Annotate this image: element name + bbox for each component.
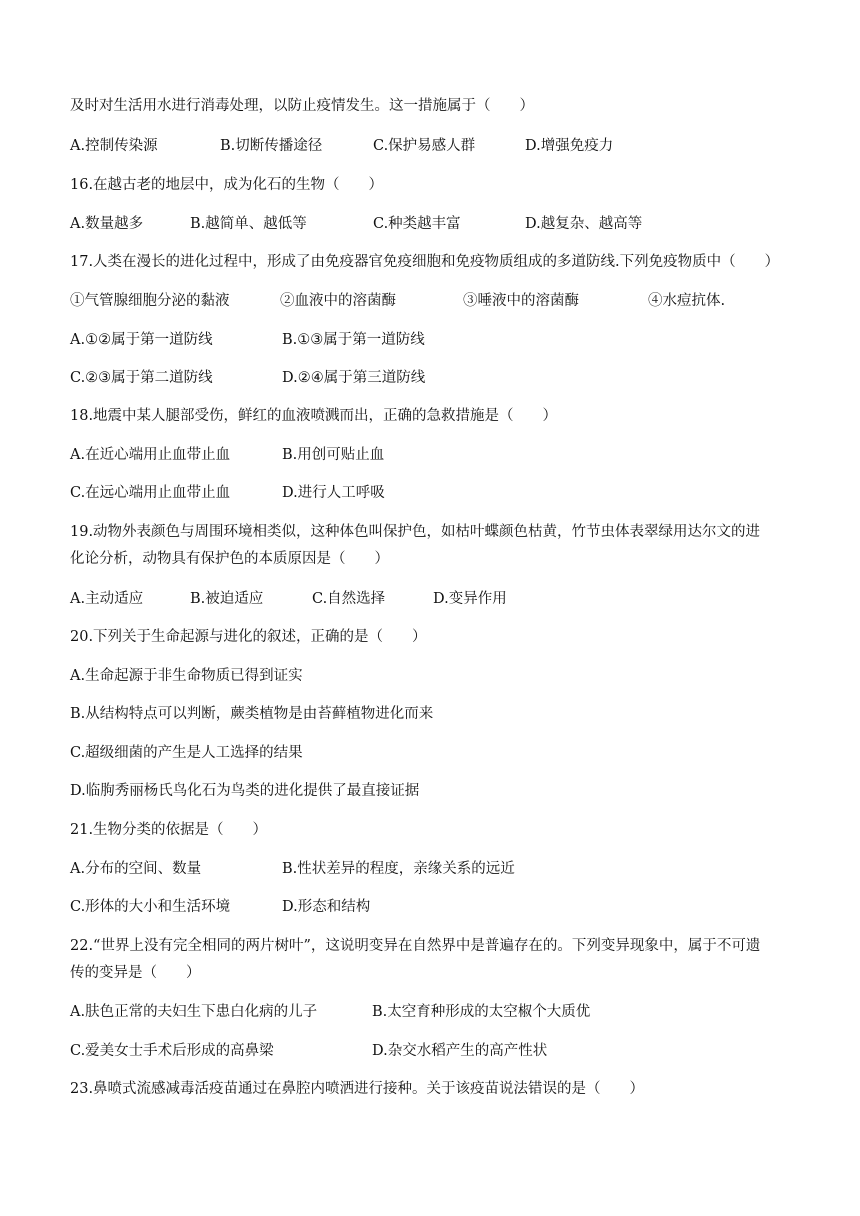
option-d: D.形态和结构 — [282, 899, 371, 915]
option-c: C.②③属于第二道防线 — [70, 370, 213, 386]
option-d: D.变异作用 — [433, 591, 507, 607]
question-15-options — [70, 136, 810, 156]
question-23-stem: 23.鼻喷式流感减毒活疫苗通过在鼻腔内喷洒进行接种。关于该疫苗说法错误的是（ ） — [70, 1081, 645, 1097]
option-b: B.切断传播途径 — [220, 138, 323, 154]
question-15-stem: 及时对生活用水进行消毒处理，以防止疫情发生。这一措施属于（ ） — [70, 98, 534, 114]
question-19-options — [70, 589, 810, 609]
question-16-options — [70, 214, 810, 234]
item-1: ①气管腺细胞分泌的黏液 — [70, 293, 230, 309]
option-d: D.增强免疫力 — [525, 138, 614, 154]
question-17-stem: 17.人类在漫长的进化过程中，形成了由免疫器官免疫细胞和免疫物质组成的多道防线.下列免疫物质中（ ） — [70, 254, 780, 270]
option-b: B.用创可贴止血 — [282, 447, 385, 463]
question-21-options-row2 — [70, 897, 810, 917]
option-d: D.杂交水稻产生的高产性状 — [372, 1043, 548, 1059]
option-a: A.肤色正常的夫妇生下患白化病的儿子 — [70, 1004, 318, 1020]
option-c: C.形体的大小和生活环境 — [70, 899, 231, 915]
question-17-items — [70, 291, 810, 311]
question-21-options-row1 — [70, 859, 810, 879]
question-18-options-row1 — [70, 445, 810, 465]
option-c: C.保护易感人群 — [373, 138, 476, 154]
option-d: D.②④属于第三道防线 — [282, 370, 426, 386]
question-22-stem-line1: 22.“世界上没有完全相同的两片树叶”，这说明变异在自然界中是普遍存在的。下列变异现象中，属于不可遗 — [70, 938, 761, 954]
option-c: C.自然选择 — [312, 591, 386, 607]
question-19-stem-line1: 19.动物外表颜色与周围环境相类似，这种体色叫保护色，如枯叶蝶颜色枯黄，竹节虫体表翠绿用达尔文的进 — [70, 524, 761, 540]
question-20-stem: 20.下列关于生命起源与进化的叙述，正确的是（ ） — [70, 629, 427, 645]
question-19-stem-line2: 化论分析，动物具有保护色的本质原因是（ ） — [70, 551, 389, 567]
option-a: A.主动适应 — [70, 591, 144, 607]
question-20-option-c: C.超级细菌的产生是人工选择的结果 — [70, 745, 303, 761]
option-d: D.越复杂、越高等 — [525, 216, 643, 232]
question-17-options-row2 — [70, 368, 810, 388]
question-20-option-d: D.临朐秀丽杨氏鸟化石为鸟类的进化提供了最直接证据 — [70, 783, 420, 799]
item-3: ③唾液中的溶菌酶 — [463, 293, 579, 309]
question-22-stem-line2: 传的变异是（ ） — [70, 965, 201, 981]
question-22-options-row2 — [70, 1041, 810, 1061]
item-2: ②血液中的溶菌酶 — [280, 293, 396, 309]
option-d: D.进行人工呼吸 — [282, 485, 385, 501]
option-c: C.在远心端用止血带止血 — [70, 485, 231, 501]
option-a: A.控制传染源 — [70, 138, 158, 154]
question-21-stem: 21.生物分类的依据是（ ） — [70, 822, 268, 838]
option-c: C.种类越丰富 — [373, 216, 461, 232]
question-16-stem: 16.在越古老的地层中，成为化石的生物（ ） — [70, 177, 384, 193]
question-22-options-row1 — [70, 1002, 810, 1022]
option-a: A.在近心端用止血带止血 — [70, 447, 231, 463]
item-4: ④水痘抗体. — [648, 293, 726, 309]
option-a: A.分布的空间、数量 — [70, 861, 202, 877]
option-b: B.越简单、越低等 — [190, 216, 307, 232]
question-20-option-b: B.从结构特点可以判断，蕨类植物是由苔藓植物进化而来 — [70, 706, 434, 722]
question-17-options-row1 — [70, 330, 810, 350]
option-a: A.①②属于第一道防线 — [70, 332, 213, 348]
option-b: B.太空育种形成的太空椒个大质优 — [372, 1004, 591, 1020]
option-b: B.①③属于第一道防线 — [282, 332, 425, 348]
option-c: C.爱美女士手术后形成的高鼻梁 — [70, 1043, 274, 1059]
question-20-option-a: A.生命起源于非生命物质已得到证实 — [70, 668, 303, 684]
question-18-options-row2 — [70, 483, 810, 503]
question-18-stem: 18.地震中某人腿部受伤，鲜红的血液喷溅而出，正确的急救措施是（ ） — [70, 408, 558, 424]
option-b: B.被迫适应 — [190, 591, 264, 607]
option-b: B.性状差异的程度，亲缘关系的远近 — [282, 861, 515, 877]
option-a: A.数量越多 — [70, 216, 144, 232]
